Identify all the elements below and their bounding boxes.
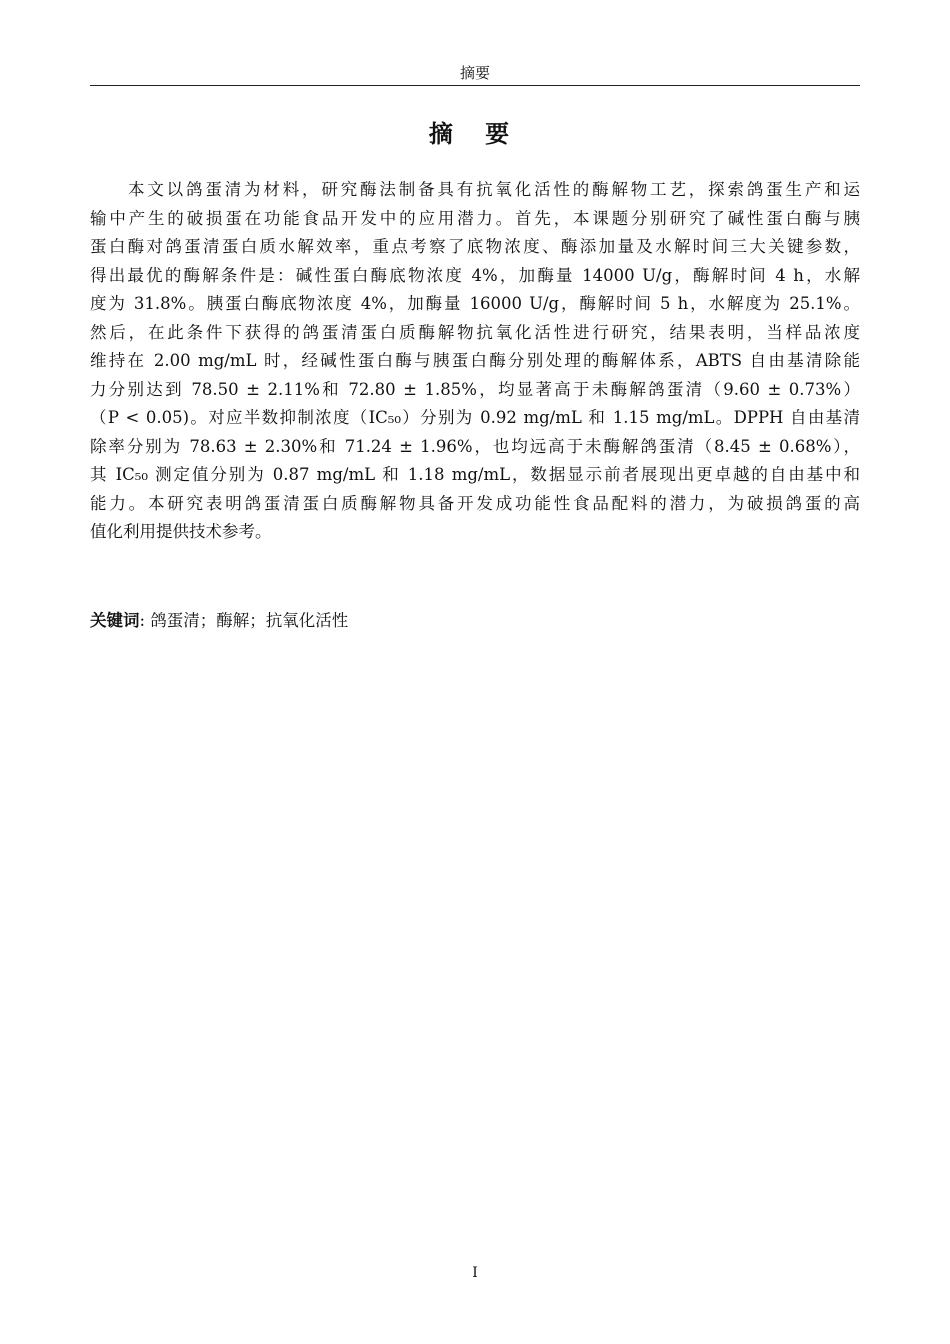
abstract-line: 维持在 2.00 mg/mL 时，经碱性蛋白酶与胰蛋白酶分别处理的酶解体系，ABTS 自由基清除能: [90, 351, 860, 370]
abstract-line: 值化利用提供技术参考。: [90, 522, 272, 541]
abstract-line: 本文以鸽蛋清为材料，研究酶法制备具有抗氧化活性的酶解物工艺，探索鸽蛋生产和运: [128, 180, 860, 199]
abstract-line: 得出最优的酶解条件是：碱性蛋白酶底物浓度 4%，加酶量 14000 U/g，酶解时间 4 h，水解: [90, 265, 860, 285]
abstract-line: 然后，在此条件下获得的鸽蛋清蛋白质酶解物抗氧化活性进行研究，结果表明，当样品浓度: [90, 322, 860, 342]
abstract-line: 其 IC₅₀ 测定值分别为 0.87 mg/mL 和 1.18 mg/mL，数据显示前者展现出更卓越的自由基中和: [90, 465, 860, 484]
abstract-line: 除率分别为 78.63 ± 2.30%和 71.24 ± 1.96%，也均远高于未酶解鸽蛋清（8.45 ± 0.68%），: [90, 436, 860, 456]
abstract-body: [90, 176, 860, 547]
abstract-line: 度为 31.8%。胰蛋白酶底物浓度 4%，加酶量 16000 U/g，酶解时间 5 h，水解度为 25.1%。: [90, 294, 860, 313]
keywords-separator: :: [139, 611, 146, 630]
keywords: [90, 607, 860, 635]
abstract-line: 蛋白酶对鸽蛋清蛋白质水解效率，重点考察了底物浓度、酶添加量及水解时间三大关键参数，: [90, 237, 860, 256]
page-number: I: [472, 1265, 478, 1281]
keywords-label: 关键词: [90, 611, 140, 630]
abstract-line: 力分别达到 78.50 ± 2.11%和 72.80 ± 1.85%，均显著高于未酶解鸽蛋清（9.60 ± 0.73%）: [90, 379, 860, 399]
abstract-line: 能力。本研究表明鸽蛋清蛋白质酶解物具备开发成功能性食品配料的潜力，为破损鸽蛋的高: [90, 493, 860, 513]
abstract-line: （P < 0.05)。对应半数抑制浓度（IC₅₀）分别为 0.92 mg/mL 和 1.15 mg/mL。DPPH 自由基清: [90, 408, 860, 427]
abstract-title: 摘 要: [428, 120, 522, 148]
header-rule: [90, 85, 860, 86]
keywords-text: 鸽蛋清；酶解；抗氧化活性: [145, 611, 349, 630]
running-header: 摘要: [459, 64, 490, 82]
abstract-line: 输中产生的破损蛋在功能食品开发中的应用潜力。首先，本课题分别研究了碱性蛋白酶与胰: [90, 208, 860, 228]
